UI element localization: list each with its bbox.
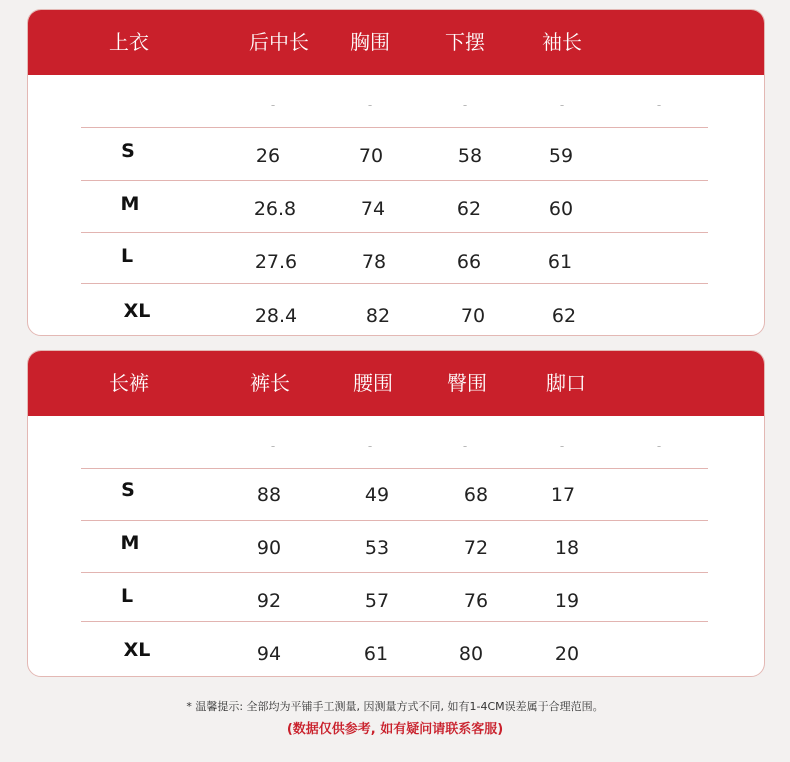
header-col-3: 臀围: [447, 371, 487, 395]
dash-placeholder: -: [462, 98, 468, 112]
cell-value: 82: [365, 305, 391, 327]
top-size-table: [27, 9, 765, 336]
header-col-1: 裤长: [250, 371, 290, 395]
header-category: 上衣: [109, 30, 149, 54]
table-row: [28, 245, 764, 295]
table-row: [28, 193, 764, 243]
dash-placeholder: -: [367, 439, 373, 453]
cell-value: 59: [548, 145, 574, 167]
size-label: XL: [123, 639, 151, 661]
table-row: [28, 140, 764, 190]
table-row: [28, 639, 764, 677]
cell-value: 17: [550, 484, 576, 506]
cell-value: 70: [460, 305, 486, 327]
cell-value: 61: [547, 251, 573, 273]
cell-value: 57: [364, 590, 390, 612]
size-label: M: [120, 532, 140, 554]
reference-note: (数据仅供参考, 如有疑问请联系客服): [286, 722, 504, 737]
header-col-4: 脚口: [546, 371, 586, 395]
cell-value: 19: [554, 590, 580, 612]
measurement-tip: * 温馨提示: 全部均为平铺手工测量, 因测量方式不同, 如有1-4CM误差属于合理范围。: [186, 700, 604, 713]
cell-value: 62: [551, 305, 577, 327]
size-label: L: [120, 585, 134, 607]
cell-value: 53: [364, 537, 390, 559]
size-label: L: [120, 245, 134, 267]
header-col-1: 后中长: [249, 30, 309, 54]
dash-placeholder: -: [559, 98, 565, 112]
cell-value: 49: [364, 484, 390, 506]
cell-value: 68: [463, 484, 489, 506]
table-row: [28, 532, 764, 582]
cell-value: 70: [358, 145, 384, 167]
row-divider: [81, 127, 708, 128]
cell-value: 78: [361, 251, 387, 273]
cell-value: 88: [256, 484, 282, 506]
cell-value: 62: [456, 198, 482, 220]
table-row: [28, 479, 764, 529]
cell-value: 66: [456, 251, 482, 273]
size-label: M: [120, 193, 140, 215]
header-category: 长裤: [109, 371, 149, 395]
cell-value: 18: [554, 537, 580, 559]
cell-value: 92: [256, 590, 282, 612]
cell-value: 60: [548, 198, 574, 220]
cell-value: 20: [554, 643, 580, 665]
table-row: [28, 585, 764, 635]
size-label: S: [121, 479, 135, 501]
cell-value: 74: [360, 198, 386, 220]
row-divider: [81, 468, 708, 469]
cell-value: 90: [256, 537, 282, 559]
dash-placeholder: -: [270, 98, 276, 112]
size-label: XL: [123, 300, 151, 322]
dash-placeholder: -: [270, 439, 276, 453]
header-col-2: 胸围: [350, 30, 390, 54]
table-row: [28, 300, 764, 336]
dash-placeholder: -: [559, 439, 565, 453]
header-col-4: 袖长: [542, 30, 582, 54]
header-col-2: 腰围: [353, 371, 393, 395]
dash-placeholder: -: [656, 439, 662, 453]
cell-value: 58: [457, 145, 483, 167]
table-header: [28, 10, 764, 75]
cell-value: 72: [463, 537, 489, 559]
cell-value: 26.8: [253, 198, 297, 220]
dash-placeholder: -: [462, 439, 468, 453]
header-col-3: 下摆: [445, 30, 485, 54]
dash-placeholder: -: [656, 98, 662, 112]
cell-value: 28.4: [254, 305, 298, 327]
table-header: [28, 351, 764, 416]
cell-value: 26: [255, 145, 281, 167]
pants-size-table: [27, 350, 765, 677]
cell-value: 80: [458, 643, 484, 665]
size-label: S: [121, 140, 135, 162]
dash-placeholder: -: [367, 98, 373, 112]
cell-value: 76: [463, 590, 489, 612]
cell-value: 61: [363, 643, 389, 665]
cell-value: 94: [256, 643, 282, 665]
cell-value: 27.6: [254, 251, 298, 273]
